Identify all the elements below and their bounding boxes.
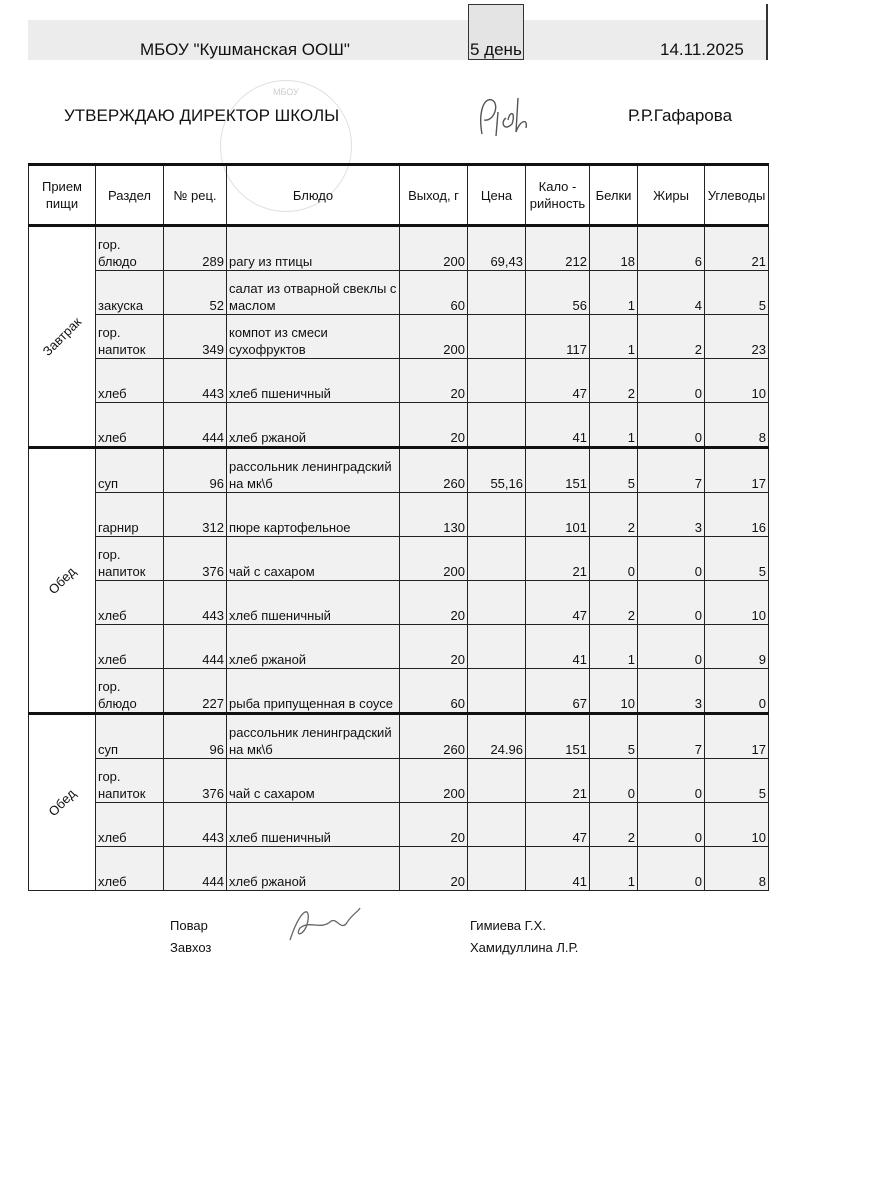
section-cell: хлеб <box>96 359 164 403</box>
table-row <box>29 315 769 359</box>
dish-cell: хлеб ржаной <box>227 847 400 891</box>
section-cell: хлеб <box>96 847 164 891</box>
table-row <box>29 714 769 759</box>
recipe-number-cell: 52 <box>164 271 227 315</box>
yield-cell: 200 <box>400 537 468 581</box>
yield-cell: 130 <box>400 493 468 537</box>
fats-cell: 3 <box>638 493 705 537</box>
recipe-number-cell: 227 <box>164 669 227 714</box>
recipe-number-cell: 289 <box>164 226 227 271</box>
calories-cell: 41 <box>526 403 590 448</box>
yield-cell: 20 <box>400 847 468 891</box>
recipe-number-cell: 312 <box>164 493 227 537</box>
proteins-cell: 5 <box>590 448 638 493</box>
meal-cell <box>29 714 96 891</box>
section-cell: гор. блюдо <box>96 226 164 271</box>
carbs-cell: 5 <box>705 537 769 581</box>
yield-cell: 20 <box>400 625 468 669</box>
fats-cell: 7 <box>638 714 705 759</box>
calories-cell: 41 <box>526 625 590 669</box>
meal-name: Обед <box>45 563 79 598</box>
column-header: Раздел <box>96 165 164 226</box>
fats-cell: 0 <box>638 537 705 581</box>
table-row <box>29 847 769 891</box>
menu-date: 14.11.2025 <box>660 40 744 59</box>
proteins-cell: 1 <box>590 403 638 448</box>
calories-cell: 21 <box>526 537 590 581</box>
column-header: Цена <box>468 165 526 226</box>
cook-label: Повар <box>170 918 208 933</box>
dish-cell: хлеб пшеничный <box>227 359 400 403</box>
proteins-cell: 5 <box>590 714 638 759</box>
calories-cell: 41 <box>526 847 590 891</box>
proteins-cell: 2 <box>590 493 638 537</box>
carbs-cell: 5 <box>705 271 769 315</box>
table-row <box>29 625 769 669</box>
table-row <box>29 403 769 448</box>
section-cell: хлеб <box>96 581 164 625</box>
day-number: 5 день <box>470 40 522 59</box>
fats-cell: 0 <box>638 759 705 803</box>
section-cell: гарнир <box>96 493 164 537</box>
fats-cell: 7 <box>638 448 705 493</box>
yield-cell: 200 <box>400 315 468 359</box>
table-row <box>29 359 769 403</box>
calories-cell: 67 <box>526 669 590 714</box>
dish-cell: хлеб ржаной <box>227 625 400 669</box>
carbs-cell: 0 <box>705 669 769 714</box>
calories-cell: 101 <box>526 493 590 537</box>
fats-cell: 0 <box>638 847 705 891</box>
price-cell <box>468 315 526 359</box>
calories-cell: 151 <box>526 448 590 493</box>
carbs-cell: 8 <box>705 403 769 448</box>
recipe-number-cell: 376 <box>164 537 227 581</box>
calories-cell: 151 <box>526 714 590 759</box>
section-cell: хлеб <box>96 403 164 448</box>
column-header: Белки <box>590 165 638 226</box>
price-cell <box>468 493 526 537</box>
school-name: МБОУ "Кушманская ООШ" <box>140 40 350 59</box>
column-header: Блюдо <box>227 165 400 226</box>
recipe-number-cell: 96 <box>164 714 227 759</box>
calories-cell: 47 <box>526 359 590 403</box>
fats-cell: 0 <box>638 581 705 625</box>
recipe-number-cell: 349 <box>164 315 227 359</box>
table-row <box>29 669 769 714</box>
dish-cell: рассольник ленинградский на мк\б <box>227 714 400 759</box>
carbs-cell: 10 <box>705 581 769 625</box>
carbs-cell: 17 <box>705 714 769 759</box>
price-cell <box>468 803 526 847</box>
proteins-cell: 2 <box>590 581 638 625</box>
proteins-cell: 2 <box>590 803 638 847</box>
calories-cell: 21 <box>526 759 590 803</box>
carbs-cell: 21 <box>705 226 769 271</box>
calories-cell: 56 <box>526 271 590 315</box>
price-cell: 24.96 <box>468 714 526 759</box>
dish-cell: чай с сахаром <box>227 537 400 581</box>
yield-cell: 20 <box>400 803 468 847</box>
dish-cell: хлеб пшеничный <box>227 803 400 847</box>
section-cell: хлеб <box>96 803 164 847</box>
price-cell <box>468 403 526 448</box>
price-cell <box>468 537 526 581</box>
dish-cell: рагу из птицы <box>227 226 400 271</box>
proteins-cell: 1 <box>590 271 638 315</box>
yield-cell: 20 <box>400 359 468 403</box>
table-row <box>29 271 769 315</box>
column-header: Прием пищи <box>29 165 96 226</box>
recipe-number-cell: 96 <box>164 448 227 493</box>
section-cell: гор. блюдо <box>96 669 164 714</box>
carbs-cell: 23 <box>705 315 769 359</box>
table-row <box>29 803 769 847</box>
recipe-number-cell: 444 <box>164 403 227 448</box>
carbs-cell: 10 <box>705 803 769 847</box>
yield-cell: 20 <box>400 581 468 625</box>
proteins-cell: 18 <box>590 226 638 271</box>
carbs-cell: 5 <box>705 759 769 803</box>
meal-name: Завтрак <box>39 314 85 359</box>
price-cell: 69,43 <box>468 226 526 271</box>
section-cell: хлеб <box>96 625 164 669</box>
recipe-number-cell: 443 <box>164 359 227 403</box>
meal-name: Обед <box>45 785 79 820</box>
calories-cell: 212 <box>526 226 590 271</box>
price-cell <box>468 359 526 403</box>
price-cell <box>468 759 526 803</box>
proteins-cell: 10 <box>590 669 638 714</box>
column-header: № рец. <box>164 165 227 226</box>
fats-cell: 3 <box>638 669 705 714</box>
dish-cell: чай с сахаром <box>227 759 400 803</box>
recipe-number-cell: 443 <box>164 581 227 625</box>
meal-cell <box>29 448 96 714</box>
fats-cell: 0 <box>638 803 705 847</box>
proteins-cell: 0 <box>590 537 638 581</box>
fats-cell: 0 <box>638 359 705 403</box>
cook-signature <box>280 900 370 950</box>
price-cell <box>468 847 526 891</box>
recipe-number-cell: 444 <box>164 847 227 891</box>
calories-cell: 117 <box>526 315 590 359</box>
divider <box>766 4 768 60</box>
proteins-cell: 2 <box>590 359 638 403</box>
dish-cell: пюре картофельное <box>227 493 400 537</box>
yield-cell: 20 <box>400 403 468 448</box>
fats-cell: 0 <box>638 403 705 448</box>
cook-name: Гимиева Г.Х. <box>470 918 546 933</box>
carbs-cell: 10 <box>705 359 769 403</box>
proteins-cell: 1 <box>590 315 638 359</box>
section-cell: гор. напиток <box>96 759 164 803</box>
meal-cell <box>29 226 96 448</box>
approval-label: УТВЕРЖДАЮ ДИРЕКТОР ШКОЛЫ <box>64 106 340 125</box>
price-cell <box>468 581 526 625</box>
carbs-cell: 17 <box>705 448 769 493</box>
yield-cell: 200 <box>400 226 468 271</box>
storekeeper-name: Хамидуллина Л.Р. <box>470 940 579 955</box>
column-header: Углеводы <box>705 165 769 226</box>
fats-cell: 2 <box>638 315 705 359</box>
director-signature <box>470 92 540 142</box>
table-row <box>29 448 769 493</box>
calories-cell: 47 <box>526 581 590 625</box>
fats-cell: 4 <box>638 271 705 315</box>
dish-cell: рассольник ленинградский на мк\б <box>227 448 400 493</box>
fats-cell: 0 <box>638 625 705 669</box>
section-cell: гор. напиток <box>96 315 164 359</box>
recipe-number-cell: 444 <box>164 625 227 669</box>
dish-cell: хлеб пшеничный <box>227 581 400 625</box>
dish-cell: салат из отварной свеклы с маслом <box>227 271 400 315</box>
menu-table <box>28 163 769 891</box>
section-cell: суп <box>96 714 164 759</box>
stamp-text: МБОУ <box>273 87 299 97</box>
yield-cell: 260 <box>400 714 468 759</box>
storekeeper-label: Завхоз <box>170 940 212 955</box>
recipe-number-cell: 376 <box>164 759 227 803</box>
table-row <box>29 759 769 803</box>
column-header: Жиры <box>638 165 705 226</box>
yield-cell: 60 <box>400 669 468 714</box>
column-header: Кало - рийность <box>526 165 590 226</box>
carbs-cell: 9 <box>705 625 769 669</box>
yield-cell: 260 <box>400 448 468 493</box>
yield-cell: 60 <box>400 271 468 315</box>
dish-cell: рыба припущенная в соусе <box>227 669 400 714</box>
carbs-cell: 8 <box>705 847 769 891</box>
dish-cell: хлеб ржаной <box>227 403 400 448</box>
proteins-cell: 1 <box>590 625 638 669</box>
table-row <box>29 581 769 625</box>
column-header: Выход, г <box>400 165 468 226</box>
yield-cell: 200 <box>400 759 468 803</box>
table-row <box>29 537 769 581</box>
table-row <box>29 493 769 537</box>
proteins-cell: 1 <box>590 847 638 891</box>
title-band <box>28 20 768 60</box>
price-cell: 55,16 <box>468 448 526 493</box>
price-cell <box>468 625 526 669</box>
proteins-cell: 0 <box>590 759 638 803</box>
section-cell: суп <box>96 448 164 493</box>
section-cell: закуска <box>96 271 164 315</box>
recipe-number-cell: 443 <box>164 803 227 847</box>
table-row <box>29 226 769 271</box>
dish-cell: компот из смеси сухофруктов <box>227 315 400 359</box>
fats-cell: 6 <box>638 226 705 271</box>
price-cell <box>468 271 526 315</box>
price-cell <box>468 669 526 714</box>
section-cell: гор. напиток <box>96 537 164 581</box>
director-name: Р.Р.Гафарова <box>628 106 733 125</box>
table-header <box>29 165 769 226</box>
carbs-cell: 16 <box>705 493 769 537</box>
calories-cell: 47 <box>526 803 590 847</box>
